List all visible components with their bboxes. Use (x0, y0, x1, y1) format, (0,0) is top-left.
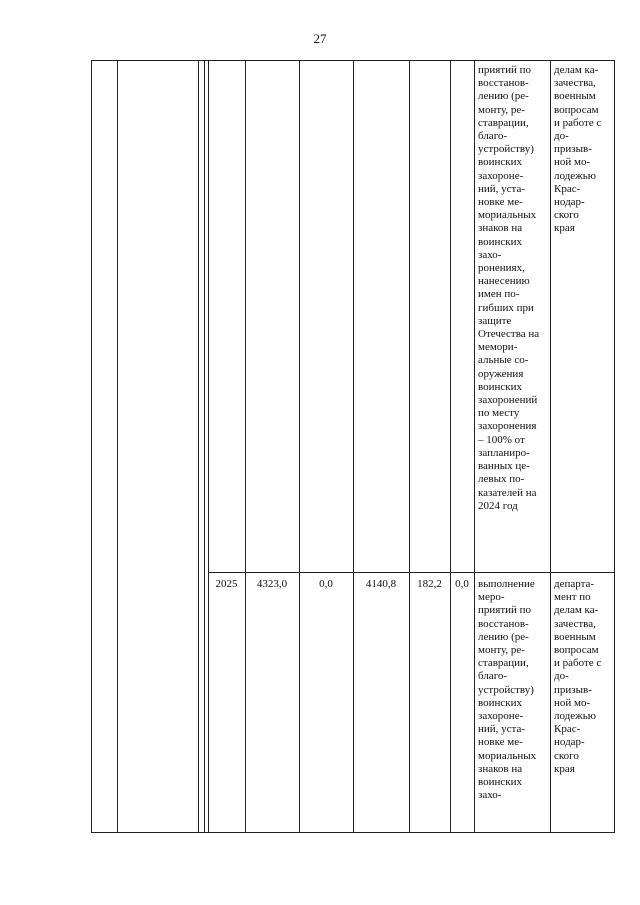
responsible-cell-continued: делам ка- зачества, военным вопросам и работе с до- призыв- ной мо- лодежью Крас- нодар- ского края (554, 64, 602, 235)
federal-budget-cell: 0,0 (319, 578, 333, 590)
indicator-cell: выполнение меро- приятий по восстанов- лению (ре- монту, ре- ставрации, благо- устройству) воинских захороне- ний, уста- новке ме- мориальных знаков на воинских захо- (478, 578, 537, 802)
table-border-bottom (91, 832, 615, 833)
responsible-cell: департа- мент по делам ка- зачества, военным вопросам и работе с до- призыв- ной мо- лодежью Крас- нодар- ского края (554, 578, 602, 775)
col-divider (409, 60, 410, 833)
col-divider (245, 60, 246, 833)
indicator-cell-continued: приятий по восстанов- лению (ре- монту, ре- ставрации, благо- устройству) воинских захороне- ний, уста- новке ме- мориальных знаков на воинских захо- ронениях, нанесению имен по- гибших при защите Отечества на мемори- альные со- оружения воинских захоронений по месту захоронения – 100% от запланиро- ванных це- левых по- казателей на 2024 год (478, 64, 540, 512)
table-border-right (614, 60, 615, 833)
col-divider (550, 60, 551, 833)
page-number: 27 (313, 31, 327, 46)
total-cell: 4323,0 (256, 578, 288, 590)
col-divider (198, 60, 199, 833)
col-divider (353, 60, 354, 833)
col-divider (450, 60, 451, 833)
col-divider (117, 60, 118, 833)
year-cell: 2025 (215, 578, 238, 590)
col-divider (474, 60, 475, 833)
table-border-top (91, 60, 615, 61)
regional-budget-cell: 4140,8 (365, 578, 397, 590)
col-divider (208, 60, 209, 833)
col-divider (299, 60, 300, 833)
other-sources-cell: 0,0 (455, 578, 469, 590)
local-budget-cell: 182,2 (417, 578, 442, 590)
col-divider (204, 60, 205, 833)
table-border-left (91, 60, 92, 833)
row-divider (208, 572, 615, 573)
